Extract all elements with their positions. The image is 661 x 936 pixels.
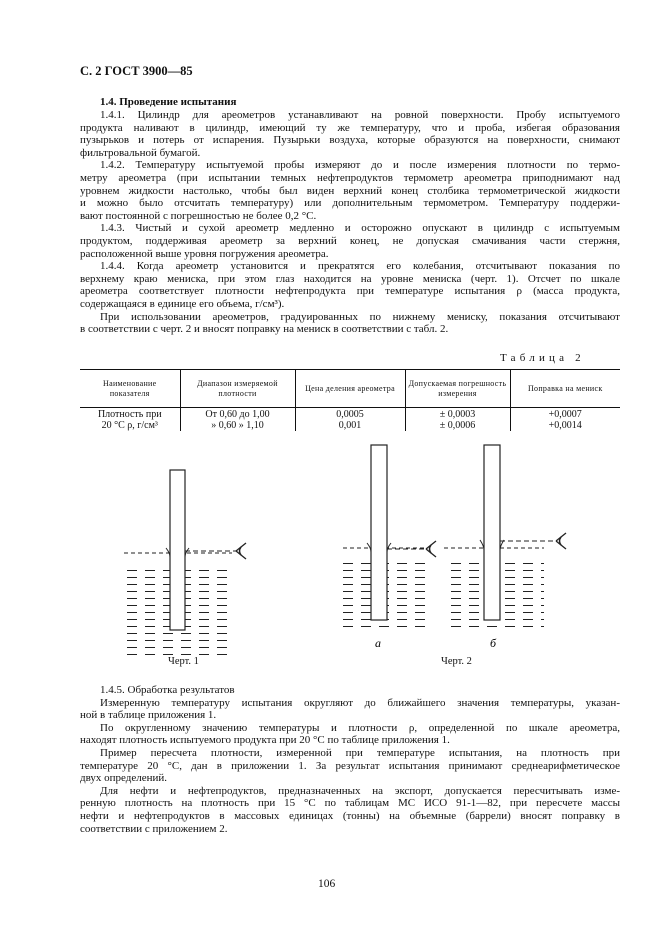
table-cell: 20 °С ρ, г/см³ xyxy=(101,419,158,431)
p143-line-3: расположенной выше уровня погружения ареометра. xyxy=(80,247,329,260)
results-title: 1.4.5. Обработка результатов xyxy=(100,684,235,696)
header-meniscus-correction: Поправка на мениск xyxy=(510,370,620,408)
p141-line-1: 1.4.1. Цилиндр для ареометров устанавливают на ровной поверхности. Пробу испытуемого xyxy=(100,109,620,121)
p145-line-1: При использовании ареометров, градуированных по нижнему мениску, показания отсчитывают xyxy=(100,310,620,323)
results-p3-line-3: двух определений. xyxy=(80,772,168,785)
results-p4-line-4: соответствии с приложением 2. xyxy=(80,822,228,835)
header-permissible-error: Допускаемая погрешность измерения xyxy=(405,370,510,408)
section-title: 1.4. Проведение испытания xyxy=(100,96,237,108)
table-cell: +0,0014 xyxy=(510,421,620,432)
p143-line-1: 1.4.3. Чистый и сухой ареометр медленно и осторожно опускают в цилиндр с испытуемым xyxy=(100,222,620,235)
results-p2-line-1: По округленному значению температуры и плотности ρ, определенной по шкале ареометра, xyxy=(100,721,620,734)
p142-line-2: метру ареометра (при испытании темных нефтепродуктов термометр ареометра приподнимают над xyxy=(80,172,620,184)
p145-line-2: в соответствии с черт. 2 и вносят поправку на мениск в соответствии с табл. 2. xyxy=(80,323,449,336)
eye-icon xyxy=(426,541,436,557)
results-p3-line-2: температуре 20 °С, дан в приложении 1. За результат испытания принимают среднеарифметическое xyxy=(80,759,620,772)
p141-line-2: продукта наливают в цилиндр, имеющий ту же температуру, что и проба, избегая образования xyxy=(80,121,620,134)
table-cell: От 0,60 до 1,00 xyxy=(180,408,295,421)
p144-line-4: содержащаяся в единице его объема, г/см³). xyxy=(80,298,285,310)
results-p4-line-2: ренную плотность на плотность при 15 °С по таблицам МС ИСО 91-1—82, при пересчете массы xyxy=(80,797,620,810)
hydrometer-stem xyxy=(170,470,185,630)
figure-2a xyxy=(343,445,436,650)
p144-line-2: верхнему краю мениска, при этом глаз находится на уровне мениска (черт. 1). Отсчет по шкале xyxy=(80,272,620,285)
table-cell: 0,001 xyxy=(295,421,405,432)
header-scale-division: Цена деления ареометра xyxy=(295,370,405,408)
results-p1-line-1: Измеренную температуру испытания округляют до ближайшего значения температуры, указан- xyxy=(100,696,620,709)
table-caption: Таблица 2 xyxy=(500,352,585,364)
page-header: С. 2 ГОСТ 3900—85 xyxy=(80,64,193,78)
table-cell: Плотность при xyxy=(97,409,162,420)
p142-line-4: и можно было отсчитать температуру) или дополнительным термометром. Температуру поддержи- xyxy=(80,197,620,210)
table-cell: 0,0005 xyxy=(295,408,405,421)
results-p4-line-3: нефти и нефтепродуктов в массовых единицах (тонны) на объемные (баррели) вносят поправку в xyxy=(80,810,620,822)
p143-line-2: продуктом, поддерживая ареометр за верхний конец, не допуская смачивания части стержня, xyxy=(80,235,620,247)
table-cell: ± 0,0003 xyxy=(405,408,510,421)
table-cell: +0,0007 xyxy=(510,408,620,421)
p144-line-1: 1.4.4. Когда ареометр установится и прекратятся его колебания, отсчитывают показания по xyxy=(100,260,620,273)
label-b: б xyxy=(489,636,497,650)
header-density-range: Диапазон измеряемой плотности xyxy=(180,370,295,408)
p141-line-4: фильтровальной бумагой. xyxy=(80,146,201,159)
hydrometer-stem xyxy=(371,445,387,620)
results-p4-line-1: Для нефти и нефтепродуктов, предназначенных на экспорт, допускается пересчитывать изме- xyxy=(100,784,620,797)
header-indicator-name: Наименование показателя xyxy=(80,370,180,408)
figure-2b xyxy=(444,445,566,650)
p142-line-1: 1.4.2. Температуру испытуемой пробы измеряют до и после измерения плотности по термо- xyxy=(100,159,620,172)
hydrometer-stem xyxy=(484,445,500,620)
results-p2-line-2: находят плотность испытуемого продукта при 20 °С по таблице приложения 1. xyxy=(80,734,450,747)
label-a: а xyxy=(375,636,381,650)
p141-line-3: пузырьков и потерь от испарения. Пузырьки воздуха, которые образуются на поверхности, снимают xyxy=(80,134,620,147)
page-number: 106 xyxy=(318,878,336,890)
eye-icon xyxy=(236,543,246,559)
table-cell: » 0,60 » 1,10 xyxy=(180,421,295,432)
figure-2-caption: Черт. 2 xyxy=(441,656,472,667)
p142-line-3: уровнем жидкости настолько, чтобы был виден верхний конец столбика термометрической жидкости xyxy=(80,184,620,197)
results-p3-line-1: Пример пересчета плотности, измеренной при температуре испытания, на плотность при xyxy=(100,747,620,759)
p144-line-3: ареометра соответствует плотности нефтепродукта при температуре испытания ρ (масса продукта, xyxy=(80,285,620,298)
p142-line-5: вают постоянной с погрешностью не более 0,2 °С. xyxy=(80,209,317,222)
table-cell: ± 0,0006 xyxy=(405,421,510,432)
eye-icon xyxy=(556,533,566,549)
figure-1-caption: Черт. 1 xyxy=(168,656,199,667)
results-p1-line-2: ной в таблице приложения 1. xyxy=(80,709,217,722)
figure-1 xyxy=(124,470,246,660)
